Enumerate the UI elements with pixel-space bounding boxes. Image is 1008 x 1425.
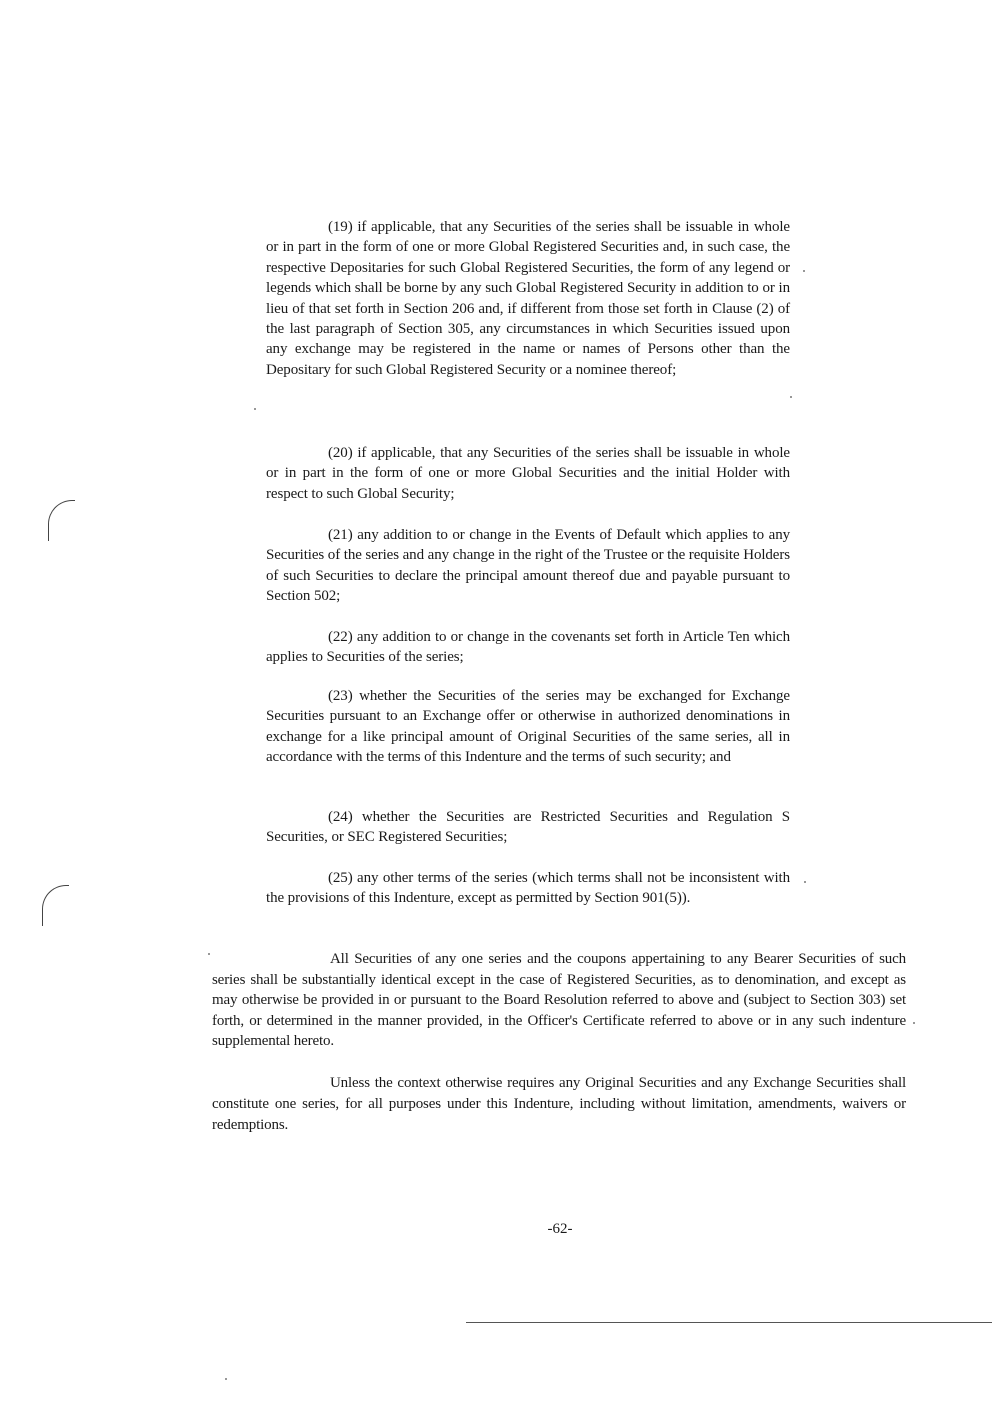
clause-text: if applicable, that any Securities of the series shall be issuable in whole or in part in the form of one or more Global Registered Securities and, in such case, the respective Depositaries for such Global Registered Securities, the form of any legend or legends which shall be borne by any such Global Registered Security in addition to or in lieu of that set forth in Section 206 and, if different from those set forth in Clause (2) of the last paragraph of Section 305, any circumstances in which Securities issued upon any exchange may be registered in the name or names of Persons other than the Depositary for such Global Registered Security or a nominee thereof; bbox=[266, 219, 790, 378]
paragraph-series-identical: All Securities of any one series and the coupons appertaining to any Bearer Securities of such series shall be substantially identical except in the case of Registered Securities, as to denomination, and except as may otherwise be provided in or pursuant to the Board Resolution referred to above and (subject to Section 303) set forth, or determined in the manner provided, in the Officer's Certificate referred to above or in any such indenture supplemental hereto. bbox=[212, 951, 906, 1050]
clause-24 bbox=[266, 807, 790, 848]
clause-text: if applicable, that any Securities of the series shall be issuable in whole or in part in the form of one or more Global Securities and the initial Holder with respect to such Global Security; bbox=[266, 445, 790, 502]
scan-speck bbox=[790, 396, 792, 398]
clause-number: (24) bbox=[328, 809, 353, 825]
clause-21 bbox=[266, 525, 790, 607]
clause-number: (21) bbox=[328, 527, 353, 543]
clause-text: any other terms of the series (which terms shall not be inconsistent with the provisions of this Indenture, except as permitted by Section 901(5)). bbox=[266, 870, 790, 907]
clause-text: any addition to or change in the covenants set forth in Article Ten which applies to Securities of the series; bbox=[266, 629, 790, 666]
scan-speck bbox=[254, 408, 256, 410]
clause-number: (22) bbox=[328, 629, 353, 645]
scan-artifact-mark bbox=[48, 500, 75, 541]
clause-20 bbox=[266, 443, 790, 504]
clause-text: whether the Securities are Restricted Securities and Regulation S Securities, or SEC Registered Securities; bbox=[266, 809, 790, 846]
clause-number: (20) bbox=[328, 445, 353, 461]
page-number: -62- bbox=[547, 1221, 573, 1237]
clause-23 bbox=[266, 686, 790, 768]
clause-number: (25) bbox=[328, 870, 353, 886]
clause-text: any addition to or change in the Events of Default which applies to any Securities of the series and any change in the right of the Trustee or the requisite Holders of such Securities to declare the principal amount thereof due and payable pursuant to Section 502; bbox=[266, 527, 790, 605]
scan-speck bbox=[913, 1022, 915, 1024]
scan-artifact-mark bbox=[42, 885, 69, 926]
clause-22 bbox=[266, 627, 790, 668]
clause-number: (19) bbox=[328, 219, 353, 235]
scan-speck bbox=[804, 881, 806, 883]
scan-speck bbox=[225, 1378, 227, 1380]
footer-rule bbox=[466, 1322, 992, 1323]
scan-speck bbox=[803, 270, 805, 272]
clause-19 bbox=[266, 217, 790, 380]
clause-25 bbox=[266, 868, 790, 909]
paragraph-one-series: Unless the context otherwise requires any Original Securities and any Exchange Securities shall constitute one series, for all purposes under this Indenture, including without limitation, amendments, waivers or redemptions. bbox=[212, 1075, 906, 1133]
clause-text: whether the Securities of the series may be exchanged for Exchange Securities pursuant to an Exchange offer or otherwise in authorized denominations in exchange for a like principal amount of Original Securities of the same series, all in accordance with the terms of this Indenture and the terms of such security; and bbox=[266, 688, 790, 766]
clause-number: (23) bbox=[328, 688, 353, 704]
scan-speck bbox=[208, 953, 210, 955]
